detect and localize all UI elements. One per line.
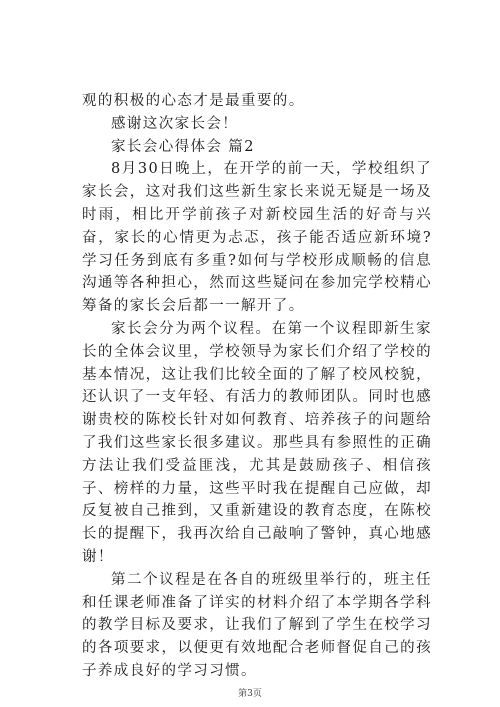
page-number: 第3页 xyxy=(238,689,262,699)
paragraph-continuation: 观的积极的心态才是最重要的。 xyxy=(82,93,305,109)
section-heading: 家长会心得体会 篇2 xyxy=(111,138,255,155)
document-body xyxy=(82,90,432,683)
paragraph-agenda-one: 家长会分为两个议程。在第一个议程即新生家长的全体会议里，学校领导为家长们介绍了学校的基本情况，这让我们比较全面的了解了校风校貌，还认识了一支年轻、有活力的教师团队。同时也感谢贵校的陈校长针对如何教育、培养孩子的问题给了我们这些家长很多建议。那些具有参照性的正确方法让我们受益匪浅，尤其是鼓励孩子、相信孩子、榜样的力量，这些平时我在提醒自己应做，却反复被自己推到，又重新建设的教育态度，在陈校长的提醒下，我再次给自己敲响了警钟，真心地感谢！ xyxy=(82,320,432,565)
paragraph-intro: 8月30日晚上，在开学的前一天，学校组织了家长会，这对我们这些新生家长来说无疑是一场及时雨，相比开学前孩子对新校园生活的好奇与兴奋，家长的心情更为忐忑，孩子能否适应新环境?学习任务到底有多重?如何与学校形成顺畅的信息沟通等各种担心，然而这些疑问在参加完学校精心筹备的家长会后都一一解开了。 xyxy=(82,161,432,315)
paragraph-agenda-two: 第二个议程是在各自的班级里举行的，班主任和任课老师准备了详实的材料介绍了本学期各学科的教学目标及要求，让我们了解到了学生在校学习的各项要求，以便更有效地配合老师督促自己的孩子养成良好的学习习惯。 xyxy=(82,571,432,679)
paragraph-thanks: 感谢这次家长会！ xyxy=(111,115,239,132)
